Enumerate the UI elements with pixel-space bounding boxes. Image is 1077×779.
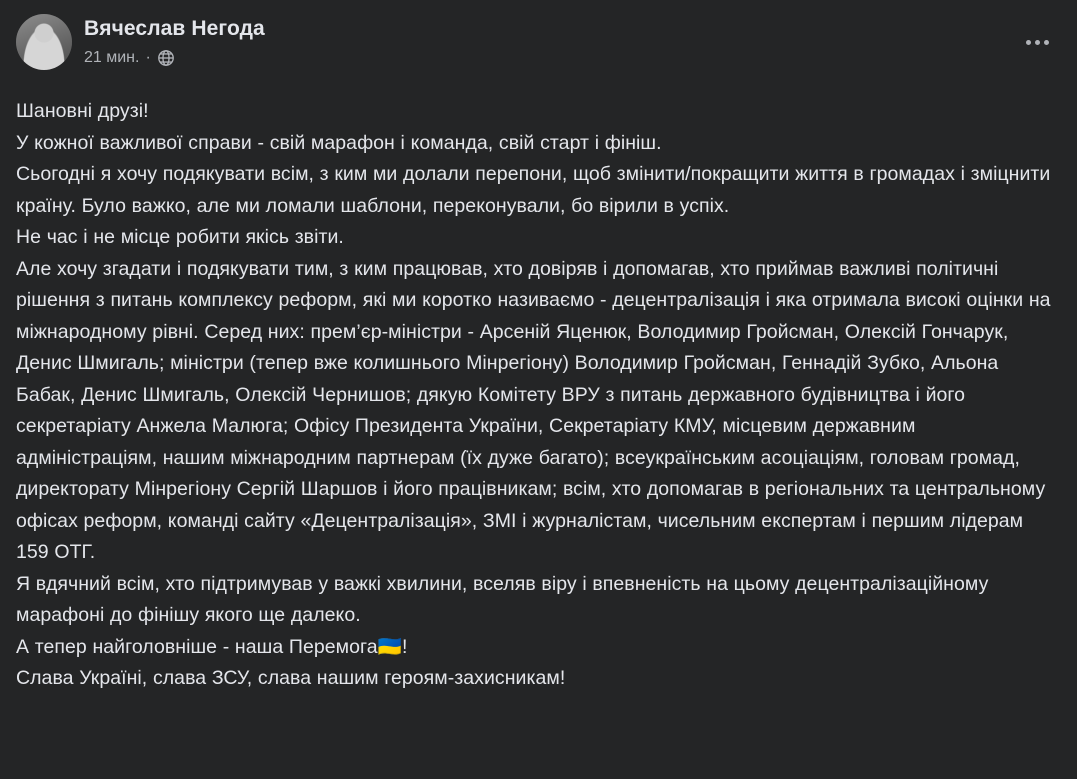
post-timestamp[interactable]: 21 мин. <box>84 49 140 66</box>
more-options-icon[interactable] <box>1017 22 1057 62</box>
globe-icon[interactable] <box>157 49 175 67</box>
post-paragraph: Шановні друзі! <box>16 100 149 122</box>
post-paragraph: Сьогодні я хочу подякувати всім, з ким ми долали перепони, щоб змінити/покращити життя в громадах і зміцнити країну. Було важко, але ми ломали шаблони, переконували, бо вірили в успіх. <box>16 163 1051 217</box>
post-paragraph: А тепер найголовніше - наша Перемога🇺🇦! <box>16 635 408 658</box>
author-name[interactable]: Вячеслав Негода <box>84 17 265 40</box>
more-dots <box>1026 40 1049 45</box>
post-body <box>16 96 1061 695</box>
meta-separator: · <box>145 49 151 66</box>
post-paragraph: Але хочу згадати і подякувати тим, з ким працював, хто довіряв і допомагав, хто приймав важливі політичні рішення з питань комплексу реформ, які ми коротко називаємо - децентралізація і яка отримала високі оцінки на міжнародному рівні. Серед них: прем’єр-міністри - Арсеній Яценюк, Володимир Гройсман, Олексій Гончарук, Денис Шмигаль; міністри (тепер вже колишнього Мінрегіону) Володимир Гройсман, Геннадій Зубко, Альона Бабак, Денис Шмигаль, Олексій Чернишов; дякую Комітету ВРУ з питань державного будівництва і його секретаріату Анжела Малюга; Офісу Президента України, Секретаріату КМУ, місцевим державним адміністраціям, нашим міжнародним партнерам (їх дуже багато); всеукраїнським асоціаціям, головам громад, директорату Мінрегіону Сергій Шаршов і його працівникам; всім, хто допомагав в регіональних та центральному офісах реформ, команді сайту «Децентралізація», ЗМІ і журналістам, чисельним експертам і першим лідерам 159 ОТГ. <box>16 257 1051 563</box>
avatar[interactable] <box>16 14 72 70</box>
post-paragraph: Слава Україні, слава ЗСУ, слава нашим героям-захисникам! <box>16 667 566 689</box>
post-header-text <box>84 14 265 68</box>
post-paragraph: У кожної важливої справи - свій марафон і команда, свій старт і фініш. <box>16 131 662 154</box>
post-header <box>16 14 1061 78</box>
post-paragraph: Не час і не місце робити якісь звіти. <box>16 226 344 248</box>
avatar-image <box>16 14 72 70</box>
post-paragraph: Я вдячний всім, хто підтримував у важкі хвилини, вселяв віру і впевненість на цьому децентралізаційному марафоні до фінішу якого ще далеко. <box>16 572 989 626</box>
post-meta <box>84 48 265 68</box>
